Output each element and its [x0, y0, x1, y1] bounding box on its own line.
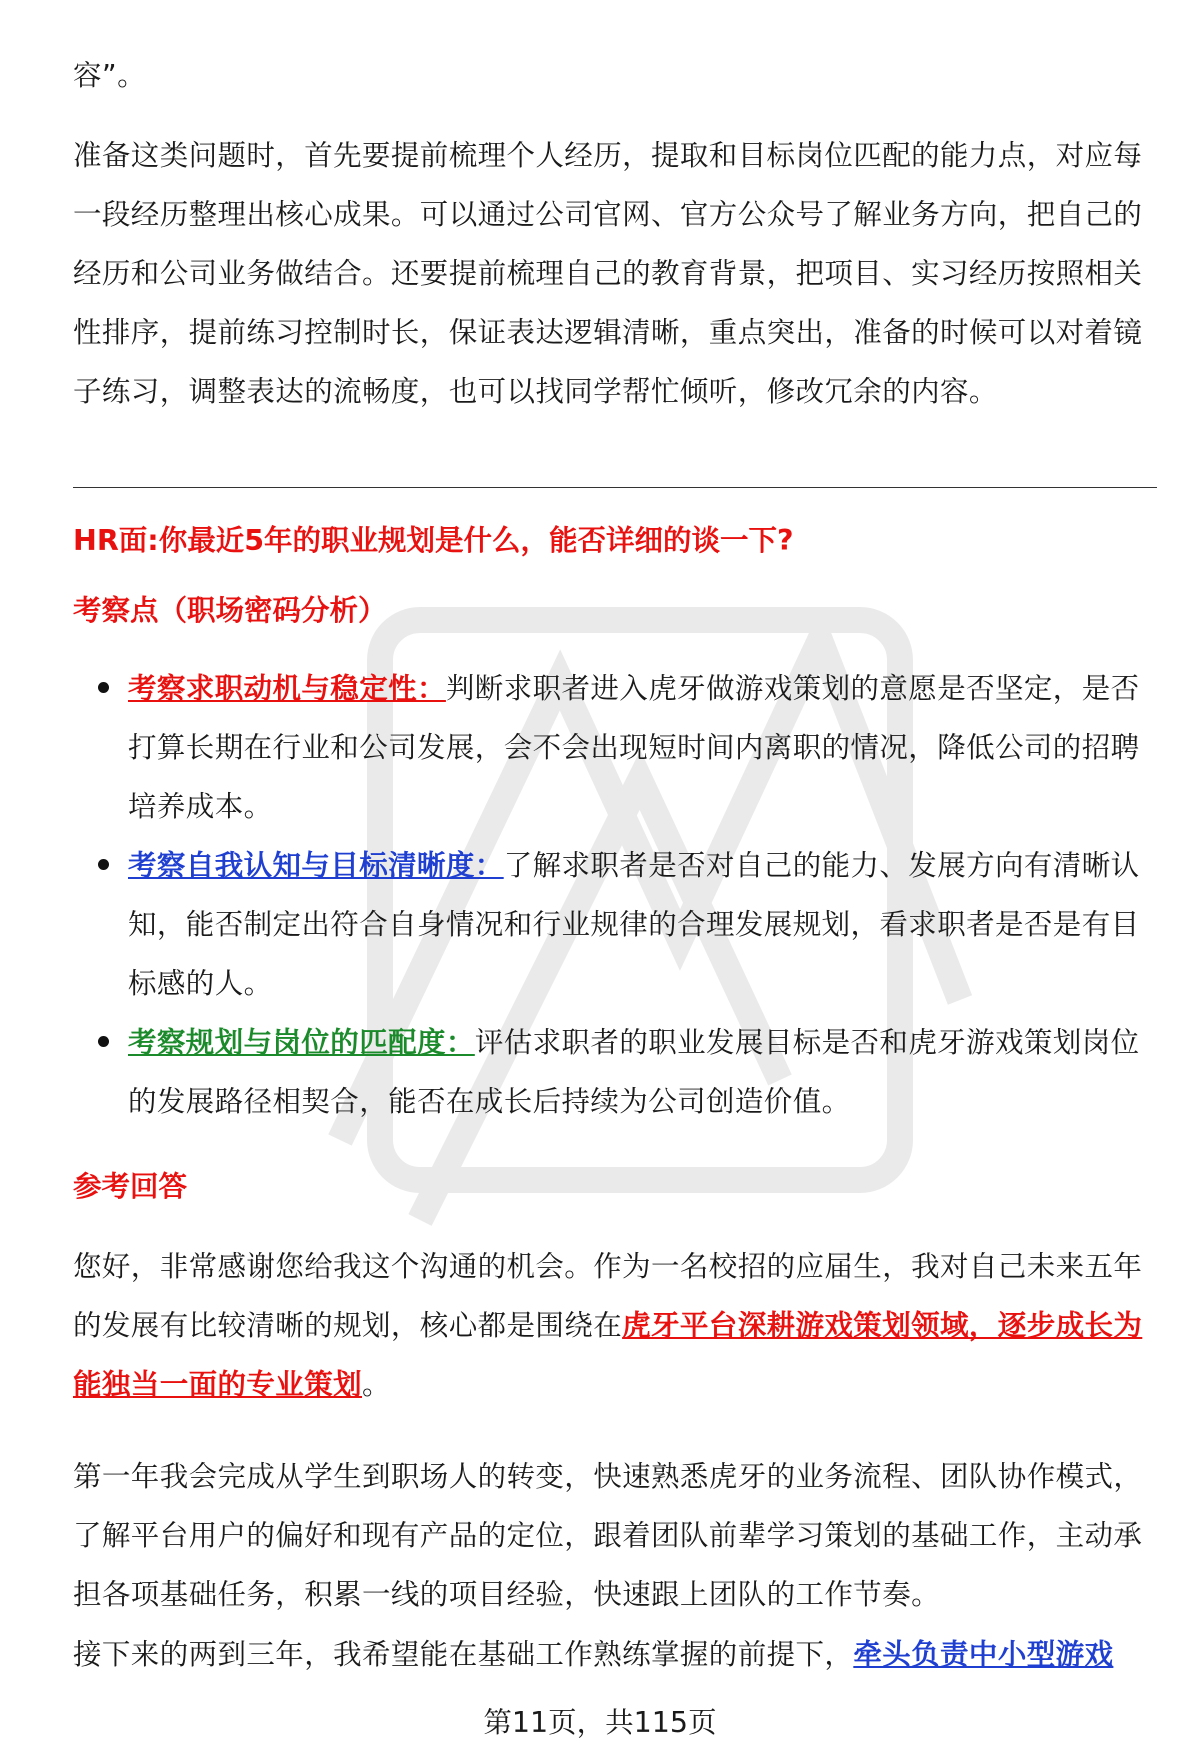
exam-point-label: 考察规划与岗位的匹配度： — [128, 1026, 475, 1059]
answer-paragraph-2: 第一年我会完成从学生到职场人的转变，快速熟悉虎牙的业务流程、团队协作模式，了解平台用户的偏好和现有产品的定位，跟着团队前辈学习策划的基础工作，主动承担各项基础任务，积累一线的项目经验，快速跟上团队的工作节奏。 — [73, 1460, 1143, 1611]
answer-p3-highlight: 牵头负责中小型游戏 — [853, 1638, 1114, 1671]
answer-paragraph-3 — [73, 1625, 1153, 1684]
list-item — [128, 659, 1158, 836]
exam-point-text: 了解求职者是否对自己的能力、发展方向有清晰认知，能否制定出符合自身情况和行业规律的合理发展规划，看求职者是否是有目标感的人。 — [128, 849, 1140, 1000]
answer-paragraph-1 — [73, 1237, 1153, 1414]
exam-point-label: 考察自我认知与目标清晰度： — [128, 849, 504, 882]
bullet-icon — [98, 1036, 109, 1047]
section-divider — [73, 487, 1157, 488]
answer-p1-text: 您好，非常感谢您给我这个沟通的机会。作为一名校招的应届生，我对自己未来五年的发展有比较清晰的规划，核心都是围绕在 — [73, 1250, 1143, 1342]
reference-answer-title: 参考回答 — [73, 1170, 188, 1203]
answer-p1-highlight: 虎牙平台深耕游戏策划领域，逐步成长为能独当一面的专业策划 — [73, 1309, 1143, 1401]
list-item — [128, 836, 1158, 1013]
exam-point-text: 判断求职者进入虎牙做游戏策划的意愿是否坚定，是否打算长期在行业和公司发展，会不会出现短时间内离职的情况，降低公司的招聘培养成本。 — [128, 672, 1140, 823]
exam-points-title: 考察点（职场密码分析） — [73, 594, 387, 627]
bullet-icon — [98, 682, 109, 693]
list-item — [128, 1013, 1158, 1131]
exam-points-list — [128, 659, 1158, 1131]
page-number-footer: 第11页，共115页 — [483, 1706, 717, 1739]
exam-point-text: 评估求职者的职业发展目标是否和虎牙游戏策划岗位的发展路径相契合，能否在成长后持续为公司创造价值。 — [128, 1026, 1140, 1118]
answer-p3-text: 接下来的两到三年，我希望能在基础工作熟练掌握的前提下， — [73, 1638, 854, 1671]
bullet-icon — [98, 859, 109, 870]
answer-p1-tail: 。 — [362, 1368, 391, 1401]
prep-paragraph: 准备这类问题时，首先要提前梳理个人经历，提取和目标岗位匹配的能力点，对应每一段经历整理出核心成果。可以通过公司官网、官方公众号了解业务方向，把自己的经历和公司业务做结合。还要提前梳理自己的教育背景，把项目、实习经历按照相关性排序，提前练习控制时长，保证表达逻辑清晰，重点突出，准备的时候可以对着镜子练习，调整表达的流畅度，也可以找同学帮忙倾听，修改冗余的内容。 — [73, 139, 1143, 408]
intro-tail-text: 容”。 — [73, 59, 146, 92]
question-title: HR面:你最近5年的职业规划是什么，能否详细的谈一下? — [73, 524, 794, 557]
exam-point-label: 考察求职动机与稳定性： — [128, 672, 446, 705]
